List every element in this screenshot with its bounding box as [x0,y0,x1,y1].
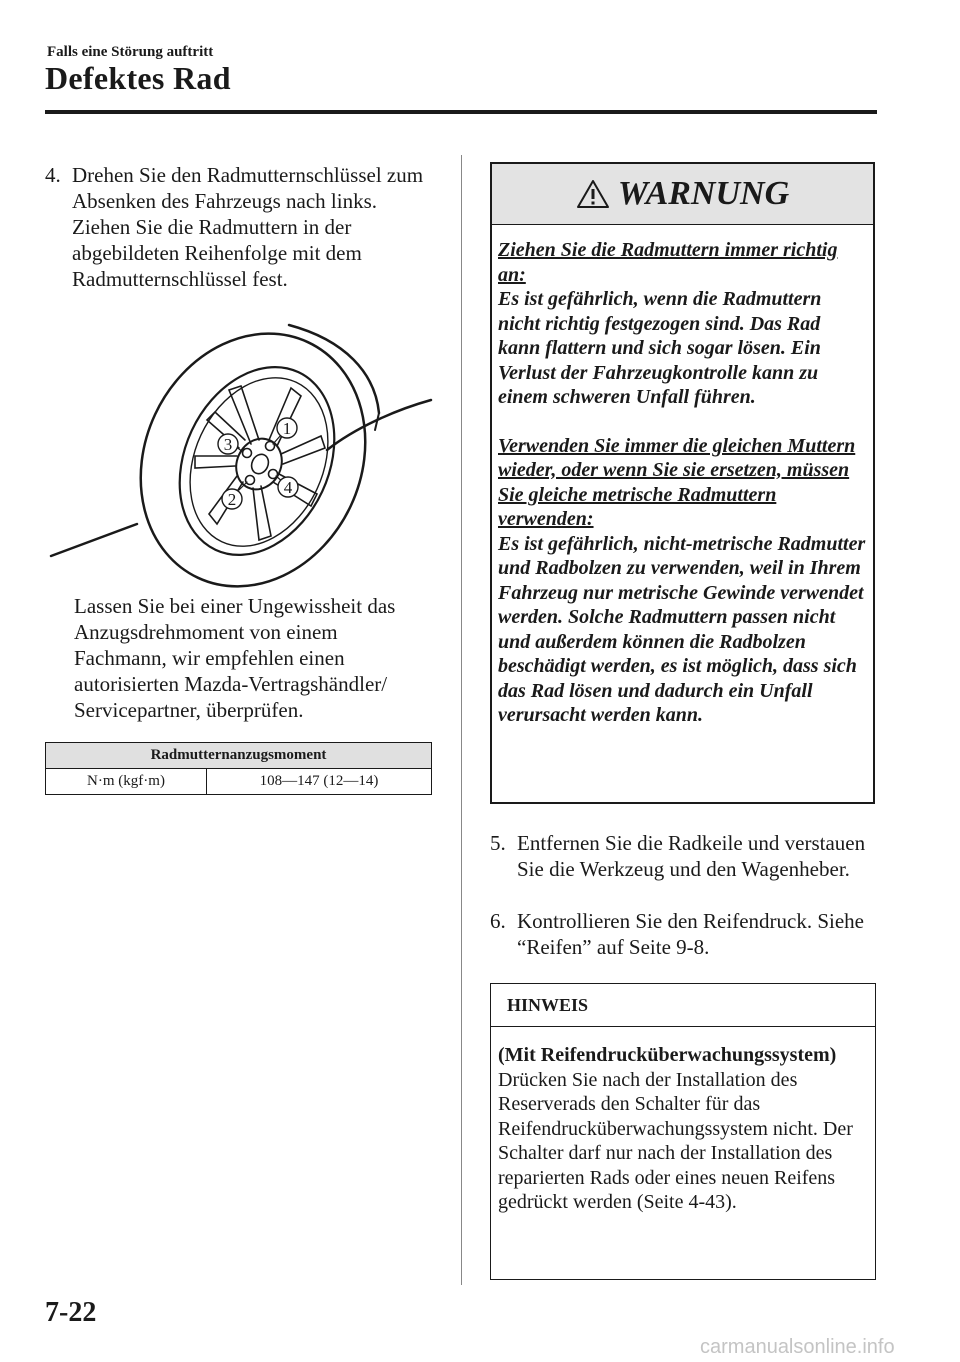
warning-body [492,225,873,728]
torque-check-note: Lassen Sie bei einer Ungewissheit das Anzugsdrehmoment von einem Fachmann, wir empfehlen einen autorisierten Mazda-Vertragshändler/ Servicepartner, überprüfen. [74,594,396,722]
callout-label-3: 3 [223,435,233,454]
warning-title: WARNUNG [617,175,790,212]
callout-label-2: 2 [227,490,237,509]
note-title: HINWEIS [491,984,875,1027]
step-number: 5. [490,831,506,855]
warning-text-1: Es ist gefährlich, wenn die Radmuttern nicht richtig festgezogen sind. Das Rad kann flattern und sich sogar lösen. Ein Verlust der Fahrzeugkontrolle kann zu einem schweren Unfall führen. [498,288,822,408]
table-row [46,769,432,795]
warning-triangle-icon [576,179,610,209]
column-divider [461,155,462,1285]
torque-table-header: Radmutternanzugsmoment [46,743,432,769]
step-6 [490,908,870,960]
torque-value-cell: 108—147 (12—14) [207,769,432,795]
torque-unit-cell: N·m (kgf·m) [46,769,207,795]
step-text: Drehen Sie den Radmutternschlüssel zum Absenken des Fahrzeugs nach links. Ziehen Sie die Radmuttern in der abgebildeten Reihenfolge mit dem Radmutternschlüssel fest. [72,163,424,291]
note-body [491,1027,875,1215]
wheel-lug-nut-sequence-illustration [45,318,435,588]
torque-table [45,742,432,795]
callout-label-4: 4 [283,478,293,497]
step-5 [490,830,870,882]
page-number: 7-22 [45,1297,97,1328]
page-title: Defektes Rad [45,60,231,96]
note-heading: (Mit Reifendrucküberwachungssystem) [498,1044,837,1066]
callout-label-1: 1 [282,419,292,438]
section-label: Falls eine Störung auftritt [47,44,214,60]
step-text: Entfernen Sie die Radkeile und verstauen Sie die Werkzeug und den Wagenheber. [517,831,866,881]
note-text: Drücken Sie nach der Installation des Reserverads den Schalter für das Reifendrucküberwachungssystem nicht. Der Schalter darf nur nach der Installation des reparierten Rads oder eines neuen Reifens gedrückt werden (Seite 4-43). [498,1068,853,1213]
step-text: Kontrollieren Sie den Reifendruck. Siehe “Reifen” auf Seite 9-8. [517,909,864,959]
warning-heading-1: Ziehen Sie die Radmuttern immer richtig an: [498,239,838,286]
step-number: 4. [45,163,61,187]
warning-heading-2: Verwenden Sie immer die gleichen Muttern wieder, oder wenn Sie sie ersetzen, müssen Sie gleiche metrische Radmuttern verwenden: [498,434,856,530]
header-rule [45,110,877,114]
watermark: carmanualsonline.info [700,1336,895,1358]
warning-header [492,164,873,225]
step-4 [45,162,425,292]
step-number: 6. [490,909,506,933]
warning-text-2: Es ist gefährlich, nicht-metrische Radmutter und Radbolzen zu verwenden, weil in Ihrem Fahrzeug nur metrische Gewinde verwendet werden. Solche Radmuttern passen nicht und außerdem können die Radbolzen beschädigt werden, es ist möglich, dass sich das Rad lösen und dadurch ein Unfall verursacht werden kann. [498,532,866,726]
note-box [490,983,876,1280]
warning-box [490,162,875,804]
